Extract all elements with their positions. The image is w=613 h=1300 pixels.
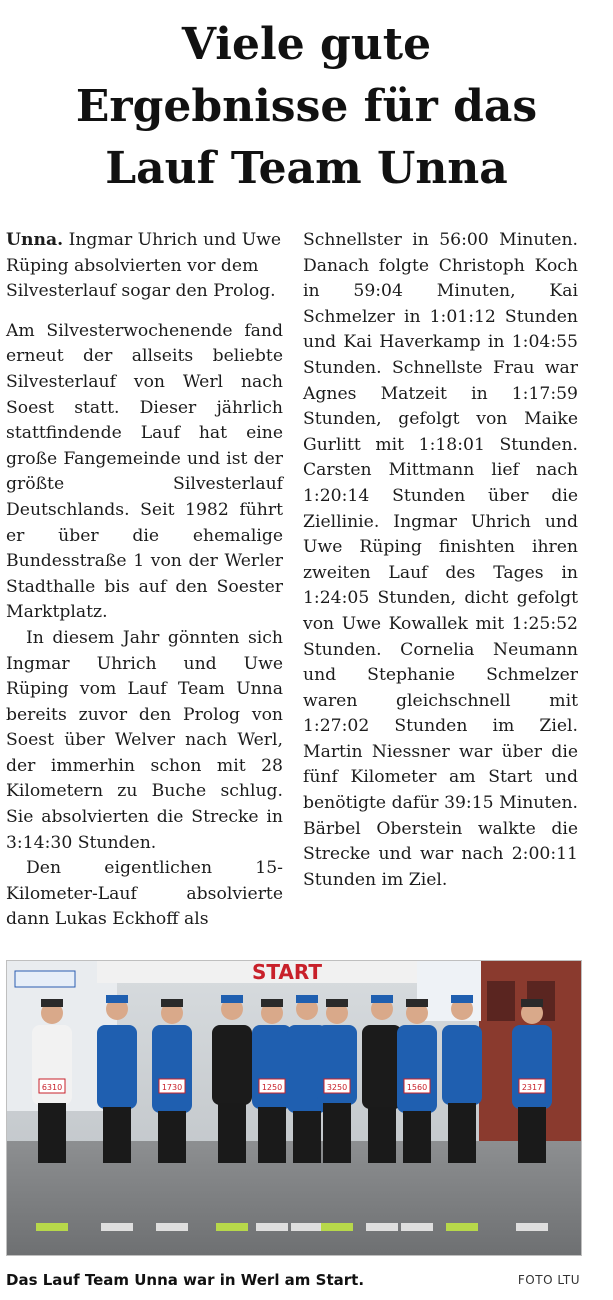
svg-text:1250: 1250	[261, 1083, 283, 1092]
headline-line-1: Viele gute	[181, 19, 432, 70]
article-column-left	[6, 228, 283, 933]
banner-text: START	[251, 961, 323, 984]
photo-credit: FOTO LTU	[517, 1273, 580, 1287]
caption-bar	[6, 1268, 580, 1292]
paragraph-1: Am Silvesterwochenende fand erneut der allseits beliebte Silvesterlauf von Werl nach Soest statt. Dieser jährlich stattfindende Lauf hat eine große Fangemeinde und ist der größte Silvesterlauf Deutschlands. Seit 1982 führt er über die ehemalige Bundesstraße 1 von der Werler Stadthalle bis auf den Soester Marktplatz.	[6, 320, 283, 623]
svg-text:1730: 1730	[161, 1083, 183, 1092]
paragraph-3: Den eigentlichen 15-Kilometer-Lauf absolvierte dann Lukas Eckhoff als	[6, 858, 283, 930]
svg-text:1560: 1560	[406, 1083, 428, 1092]
team-photo-image	[7, 961, 581, 1255]
headline-line-3: Lauf Team Unna	[105, 143, 508, 194]
headline	[20, 14, 593, 200]
article-lead	[6, 228, 283, 305]
lead-text: Ingmar Uhrich und Uwe Rüping absolvierten vor dem Silvesterlauf sogar den Prolog.	[6, 230, 282, 302]
team-photo	[6, 960, 582, 1256]
photo-caption: Das Lauf Team Unna war in Werl am Start.	[6, 1271, 365, 1289]
svg-text:6310: 6310	[41, 1083, 63, 1092]
svg-text:2317: 2317	[521, 1083, 543, 1092]
sponsor-sign	[15, 971, 75, 987]
headline-line-2: Ergebnisse für das	[75, 81, 538, 132]
paragraph-3-continued: Schnellster in 56:00 Minuten. Danach folgte Christoph Koch in 59:04 Minuten, Kai Schmelzer in 1:01:12 Stunden und Kai Haverkamp in 1:04:55 Stunden. Schnellste Frau war Agnes Matzeit in 1:17:59 Stunden, gefolgt von Maike Gurlitt mit 1:18:01 Stunden. Carsten Mittmann lief nach 1:20:14 Stunden über die Ziellinie. Ingmar Uhrich und Uwe Rüping finishten ihren zweiten Lauf des Tages in 1:24:05 Stunden, dicht gefolgt von Uwe Kowallek mit 1:25:52 Stunden. Cornelia Neumann und Stephanie Schmelzer waren gleichschnell mit 1:27:02 Stunden im Ziel. Martin Niessner war über die fünf Kilometer am Start und benötigte dafür 39:15 Minuten. Bärbel Oberstein walkte die Strecke und war nach 2:00:11 Stunden im Ziel.	[303, 230, 578, 890]
paragraph-2: In diesem Jahr gönnten sich Ingmar Uhrich und Uwe Rüping vom Lauf Team Unna bereits zuvor den Prolog von Soest über Welver nach Werl, der immerhin schon mit 28 Kilometern zu Buche schlug. Sie absolvierten die Strecke in 3:14:30 Stunden.	[6, 627, 283, 853]
article-column-right	[303, 228, 578, 893]
svg-text:3250: 3250	[326, 1083, 348, 1092]
dateline: Unna.	[6, 230, 64, 250]
